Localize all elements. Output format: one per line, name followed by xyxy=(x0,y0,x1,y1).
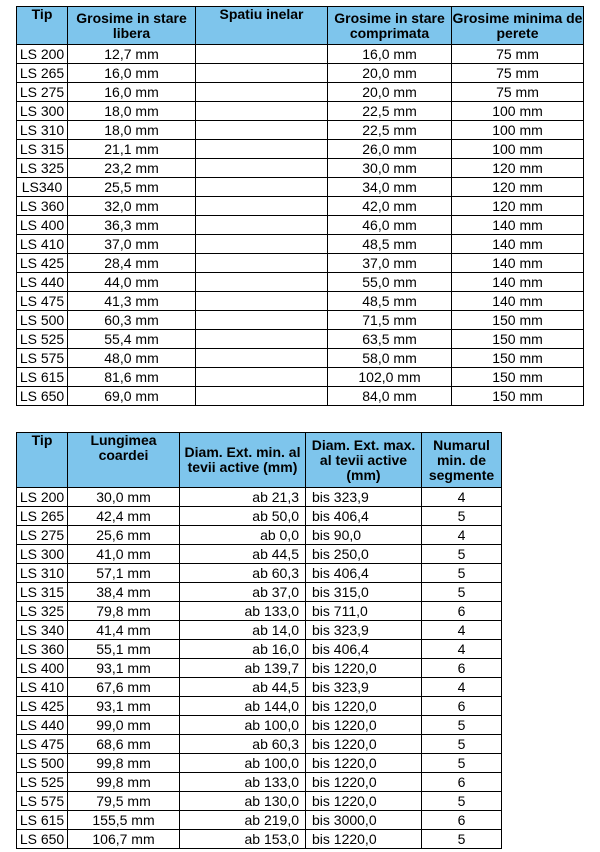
cell-annular-space xyxy=(196,45,328,64)
table-row xyxy=(17,773,502,792)
cell-annular-space xyxy=(196,178,328,197)
table-row xyxy=(17,330,584,349)
cell-tip: LS 410 xyxy=(17,678,68,697)
cell-tip: LS 440 xyxy=(17,273,68,292)
cell-thickness-compressed: 20,0 mm xyxy=(328,83,452,102)
table-row xyxy=(17,545,502,564)
cell-annular-space xyxy=(196,330,328,349)
table-row xyxy=(17,583,502,602)
cell-thickness-compressed: 55,0 mm xyxy=(328,273,452,292)
cell-tip: LS 360 xyxy=(17,640,68,659)
cell-thickness-compressed: 26,0 mm xyxy=(328,140,452,159)
cell-chord-length: 30,0 mm xyxy=(68,488,180,507)
cell-max-outer-diameter: bis 406,4 xyxy=(306,640,422,659)
cell-tip: LS 275 xyxy=(17,83,68,102)
cell-min-outer-diameter: ab 44,5 xyxy=(180,545,306,564)
table-row xyxy=(17,735,502,754)
cell-tip: LS 315 xyxy=(17,140,68,159)
cell-annular-space xyxy=(196,197,328,216)
cell-min-wall-thickness: 75 mm xyxy=(452,83,584,102)
cell-min-wall-thickness: 120 mm xyxy=(452,159,584,178)
cell-annular-space xyxy=(196,387,328,406)
cell-tip: LS 275 xyxy=(17,526,68,545)
cell-annular-space xyxy=(196,235,328,254)
cell-tip: LS 500 xyxy=(17,311,68,330)
cell-annular-space xyxy=(196,83,328,102)
cell-tip: LS 500 xyxy=(17,754,68,773)
cell-thickness-compressed: 46,0 mm xyxy=(328,216,452,235)
cell-tip: LS340 xyxy=(17,178,68,197)
cell-min-wall-thickness: 120 mm xyxy=(452,178,584,197)
cell-chord-length: 93,1 mm xyxy=(68,697,180,716)
cell-chord-length: 57,1 mm xyxy=(68,564,180,583)
table-row xyxy=(17,216,584,235)
table-row xyxy=(17,349,584,368)
cell-thickness-compressed: 37,0 mm xyxy=(328,254,452,273)
cell-thickness-free: 37,0 mm xyxy=(68,235,196,254)
table-row xyxy=(17,526,502,545)
cell-thickness-compressed: 16,0 mm xyxy=(328,45,452,64)
cell-min-wall-thickness: 120 mm xyxy=(452,197,584,216)
cell-thickness-free: 18,0 mm xyxy=(68,121,196,140)
cell-min-outer-diameter: ab 21,3 xyxy=(180,488,306,507)
header-max-outer-diameter: Diam. Ext. max. al tevii active (mm) xyxy=(306,433,422,488)
header-row xyxy=(17,7,584,45)
cell-max-outer-diameter: bis 90,0 xyxy=(306,526,422,545)
cell-min-wall-thickness: 150 mm xyxy=(452,349,584,368)
cell-thickness-compressed: 42,0 mm xyxy=(328,197,452,216)
cell-thickness-free: 23,2 mm xyxy=(68,159,196,178)
cell-tip: LS 575 xyxy=(17,349,68,368)
cell-annular-space xyxy=(196,216,328,235)
cell-min-outer-diameter: ab 144,0 xyxy=(180,697,306,716)
table-row xyxy=(17,830,502,849)
cell-min-wall-thickness: 75 mm xyxy=(452,45,584,64)
cell-thickness-free: 18,0 mm xyxy=(68,102,196,121)
table-row xyxy=(17,64,584,83)
cell-min-wall-thickness: 150 mm xyxy=(452,330,584,349)
cell-min-wall-thickness: 150 mm xyxy=(452,368,584,387)
cell-chord-length: 99,0 mm xyxy=(68,716,180,735)
cell-annular-space xyxy=(196,140,328,159)
cell-chord-length: 38,4 mm xyxy=(68,583,180,602)
table-row xyxy=(17,640,502,659)
cell-annular-space xyxy=(196,159,328,178)
table-row xyxy=(17,45,584,64)
cell-chord-length: 68,6 mm xyxy=(68,735,180,754)
cell-min-outer-diameter: ab 153,0 xyxy=(180,830,306,849)
cell-min-wall-thickness: 140 mm xyxy=(452,235,584,254)
cell-thickness-compressed: 48,5 mm xyxy=(328,292,452,311)
cell-thickness-free: 44,0 mm xyxy=(68,273,196,292)
table-body xyxy=(17,488,502,849)
header-min-outer-diameter: Diam. Ext. min. al tevii active (mm) xyxy=(180,433,306,488)
cell-min-segments: 5 xyxy=(422,583,502,602)
cell-min-wall-thickness: 140 mm xyxy=(452,292,584,311)
header-tip: Tip xyxy=(17,433,68,488)
table-row xyxy=(17,197,584,216)
cell-max-outer-diameter: bis 1220,0 xyxy=(306,716,422,735)
header-thickness-free: Grosime in stare libera xyxy=(68,7,196,45)
cell-min-segments: 5 xyxy=(422,830,502,849)
cell-thickness-compressed: 84,0 mm xyxy=(328,387,452,406)
cell-thickness-compressed: 22,5 mm xyxy=(328,121,452,140)
table-row xyxy=(17,311,584,330)
cell-min-wall-thickness: 100 mm xyxy=(452,140,584,159)
cell-max-outer-diameter: bis 3000,0 xyxy=(306,811,422,830)
cell-tip: LS 400 xyxy=(17,216,68,235)
cell-max-outer-diameter: bis 1220,0 xyxy=(306,659,422,678)
cell-min-wall-thickness: 140 mm xyxy=(452,254,584,273)
cell-max-outer-diameter: bis 323,9 xyxy=(306,678,422,697)
cell-tip: LS 300 xyxy=(17,545,68,564)
cell-min-segments: 4 xyxy=(422,526,502,545)
cell-thickness-free: 16,0 mm xyxy=(68,64,196,83)
table-row xyxy=(17,83,584,102)
cell-min-segments: 4 xyxy=(422,640,502,659)
cell-min-outer-diameter: ab 16,0 xyxy=(180,640,306,659)
cell-max-outer-diameter: bis 1220,0 xyxy=(306,830,422,849)
header-min-wall-thickness: Grosime minima de perete xyxy=(452,7,584,45)
cell-tip: LS 315 xyxy=(17,583,68,602)
cell-chord-length: 106,7 mm xyxy=(68,830,180,849)
table-row xyxy=(17,292,584,311)
cell-tip: LS 475 xyxy=(17,735,68,754)
table-row xyxy=(17,507,502,526)
cell-thickness-free: 16,0 mm xyxy=(68,83,196,102)
cell-tip: LS 425 xyxy=(17,697,68,716)
table-row xyxy=(17,235,584,254)
cell-min-wall-thickness: 150 mm xyxy=(452,311,584,330)
cell-chord-length: 41,4 mm xyxy=(68,621,180,640)
header-row xyxy=(17,433,502,488)
header-min-segments: Numarul min. de segmente xyxy=(422,433,502,488)
cell-thickness-free: 21,1 mm xyxy=(68,140,196,159)
cell-annular-space xyxy=(196,64,328,83)
cell-max-outer-diameter: bis 315,0 xyxy=(306,583,422,602)
cell-tip: LS 300 xyxy=(17,102,68,121)
cell-tip: LS 575 xyxy=(17,792,68,811)
cell-min-outer-diameter: ab 60,3 xyxy=(180,564,306,583)
cell-min-wall-thickness: 100 mm xyxy=(452,102,584,121)
cell-min-segments: 6 xyxy=(422,659,502,678)
cell-max-outer-diameter: bis 1220,0 xyxy=(306,735,422,754)
cell-annular-space xyxy=(196,102,328,121)
cell-tip: LS 440 xyxy=(17,716,68,735)
spec-table-thickness xyxy=(16,6,584,406)
cell-min-outer-diameter: ab 44,5 xyxy=(180,678,306,697)
table-row xyxy=(17,621,502,640)
cell-chord-length: 99,8 mm xyxy=(68,754,180,773)
cell-tip: LS 425 xyxy=(17,254,68,273)
cell-tip: LS 525 xyxy=(17,773,68,792)
cell-min-segments: 5 xyxy=(422,716,502,735)
table-row xyxy=(17,811,502,830)
cell-annular-space xyxy=(196,121,328,140)
cell-max-outer-diameter: bis 406,4 xyxy=(306,564,422,583)
cell-min-wall-thickness: 140 mm xyxy=(452,273,584,292)
cell-chord-length: 99,8 mm xyxy=(68,773,180,792)
cell-min-outer-diameter: ab 37,0 xyxy=(180,583,306,602)
cell-min-wall-thickness: 100 mm xyxy=(452,121,584,140)
table-row xyxy=(17,716,502,735)
cell-min-outer-diameter: ab 219,0 xyxy=(180,811,306,830)
cell-tip: LS 650 xyxy=(17,830,68,849)
cell-chord-length: 155,5 mm xyxy=(68,811,180,830)
cell-thickness-free: 41,3 mm xyxy=(68,292,196,311)
cell-max-outer-diameter: bis 1220,0 xyxy=(306,792,422,811)
header-thickness-compressed: Grosime in stare comprimata xyxy=(328,7,452,45)
spec-table-chord xyxy=(16,432,502,849)
cell-tip: LS 400 xyxy=(17,659,68,678)
cell-min-outer-diameter: ab 50,0 xyxy=(180,507,306,526)
table-row xyxy=(17,792,502,811)
cell-annular-space xyxy=(196,349,328,368)
cell-chord-length: 93,1 mm xyxy=(68,659,180,678)
cell-max-outer-diameter: bis 250,0 xyxy=(306,545,422,564)
cell-max-outer-diameter: bis 323,9 xyxy=(306,621,422,640)
cell-chord-length: 79,8 mm xyxy=(68,602,180,621)
table-row xyxy=(17,387,584,406)
cell-tip: LS 340 xyxy=(17,621,68,640)
cell-tip: LS 310 xyxy=(17,564,68,583)
cell-thickness-free: 12,7 mm xyxy=(68,45,196,64)
table-body xyxy=(17,45,584,406)
cell-min-segments: 5 xyxy=(422,754,502,773)
table-row xyxy=(17,602,502,621)
cell-thickness-compressed: 20,0 mm xyxy=(328,64,452,83)
table-row xyxy=(17,488,502,507)
cell-min-wall-thickness: 150 mm xyxy=(452,387,584,406)
cell-thickness-free: 25,5 mm xyxy=(68,178,196,197)
cell-thickness-compressed: 58,0 mm xyxy=(328,349,452,368)
cell-thickness-compressed: 48,5 mm xyxy=(328,235,452,254)
cell-tip: LS 615 xyxy=(17,368,68,387)
table-row xyxy=(17,754,502,773)
cell-tip: LS 325 xyxy=(17,159,68,178)
cell-chord-length: 67,6 mm xyxy=(68,678,180,697)
cell-tip: LS 265 xyxy=(17,64,68,83)
header-annular-space: Spatiu inelar xyxy=(196,7,328,45)
cell-min-segments: 4 xyxy=(422,678,502,697)
cell-tip: LS 310 xyxy=(17,121,68,140)
cell-max-outer-diameter: bis 323,9 xyxy=(306,488,422,507)
cell-tip: LS 360 xyxy=(17,197,68,216)
header-tip: Tip xyxy=(17,7,68,45)
table-row xyxy=(17,178,584,197)
cell-min-segments: 6 xyxy=(422,697,502,716)
table-row xyxy=(17,564,502,583)
cell-min-outer-diameter: ab 139,7 xyxy=(180,659,306,678)
cell-min-outer-diameter: ab 133,0 xyxy=(180,773,306,792)
cell-thickness-compressed: 22,5 mm xyxy=(328,102,452,121)
cell-max-outer-diameter: bis 1220,0 xyxy=(306,754,422,773)
table-row xyxy=(17,159,584,178)
cell-min-segments: 4 xyxy=(422,621,502,640)
cell-thickness-compressed: 30,0 mm xyxy=(328,159,452,178)
header-chord-length: Lungimea coardei xyxy=(68,433,180,488)
cell-tip: LS 525 xyxy=(17,330,68,349)
cell-thickness-compressed: 63,5 mm xyxy=(328,330,452,349)
cell-min-outer-diameter: ab 14,0 xyxy=(180,621,306,640)
cell-tip: LS 265 xyxy=(17,507,68,526)
cell-tip: LS 615 xyxy=(17,811,68,830)
cell-min-segments: 5 xyxy=(422,507,502,526)
cell-max-outer-diameter: bis 406,4 xyxy=(306,507,422,526)
table-row xyxy=(17,697,502,716)
cell-annular-space xyxy=(196,292,328,311)
table-row xyxy=(17,368,584,387)
cell-chord-length: 25,6 mm xyxy=(68,526,180,545)
cell-thickness-free: 55,4 mm xyxy=(68,330,196,349)
cell-thickness-free: 81,6 mm xyxy=(68,368,196,387)
cell-thickness-compressed: 71,5 mm xyxy=(328,311,452,330)
cell-max-outer-diameter: bis 1220,0 xyxy=(306,697,422,716)
cell-max-outer-diameter: bis 1220,0 xyxy=(306,773,422,792)
cell-tip: LS 650 xyxy=(17,387,68,406)
cell-thickness-free: 28,4 mm xyxy=(68,254,196,273)
cell-tip: LS 475 xyxy=(17,292,68,311)
table-row xyxy=(17,254,584,273)
cell-chord-length: 42,4 mm xyxy=(68,507,180,526)
cell-min-outer-diameter: ab 100,0 xyxy=(180,754,306,773)
cell-min-segments: 5 xyxy=(422,735,502,754)
cell-min-outer-diameter: ab 60,3 xyxy=(180,735,306,754)
cell-min-wall-thickness: 140 mm xyxy=(452,216,584,235)
cell-min-segments: 4 xyxy=(422,488,502,507)
cell-tip: LS 200 xyxy=(17,45,68,64)
cell-min-segments: 6 xyxy=(422,602,502,621)
cell-chord-length: 41,0 mm xyxy=(68,545,180,564)
cell-annular-space xyxy=(196,368,328,387)
cell-thickness-free: 36,3 mm xyxy=(68,216,196,235)
table-row xyxy=(17,273,584,292)
cell-min-outer-diameter: ab 133,0 xyxy=(180,602,306,621)
cell-min-outer-diameter: ab 100,0 xyxy=(180,716,306,735)
table-row xyxy=(17,659,502,678)
cell-annular-space xyxy=(196,311,328,330)
cell-chord-length: 55,1 mm xyxy=(68,640,180,659)
cell-min-segments: 6 xyxy=(422,773,502,792)
cell-tip: LS 200 xyxy=(17,488,68,507)
cell-min-segments: 5 xyxy=(422,545,502,564)
cell-max-outer-diameter: bis 711,0 xyxy=(306,602,422,621)
cell-tip: LS 325 xyxy=(17,602,68,621)
cell-min-segments: 6 xyxy=(422,811,502,830)
table-row xyxy=(17,678,502,697)
cell-thickness-free: 60,3 mm xyxy=(68,311,196,330)
cell-thickness-free: 69,0 mm xyxy=(68,387,196,406)
cell-min-segments: 5 xyxy=(422,564,502,583)
table-row xyxy=(17,102,584,121)
cell-thickness-compressed: 34,0 mm xyxy=(328,178,452,197)
table-row xyxy=(17,140,584,159)
cell-annular-space xyxy=(196,254,328,273)
cell-thickness-free: 32,0 mm xyxy=(68,197,196,216)
cell-thickness-compressed: 102,0 mm xyxy=(328,368,452,387)
table-row xyxy=(17,121,584,140)
cell-tip: LS 410 xyxy=(17,235,68,254)
cell-min-segments: 5 xyxy=(422,792,502,811)
cell-chord-length: 79,5 mm xyxy=(68,792,180,811)
cell-annular-space xyxy=(196,273,328,292)
cell-min-wall-thickness: 75 mm xyxy=(452,64,584,83)
cell-thickness-free: 48,0 mm xyxy=(68,349,196,368)
cell-min-outer-diameter: ab 130,0 xyxy=(180,792,306,811)
cell-min-outer-diameter: ab 0,0 xyxy=(180,526,306,545)
